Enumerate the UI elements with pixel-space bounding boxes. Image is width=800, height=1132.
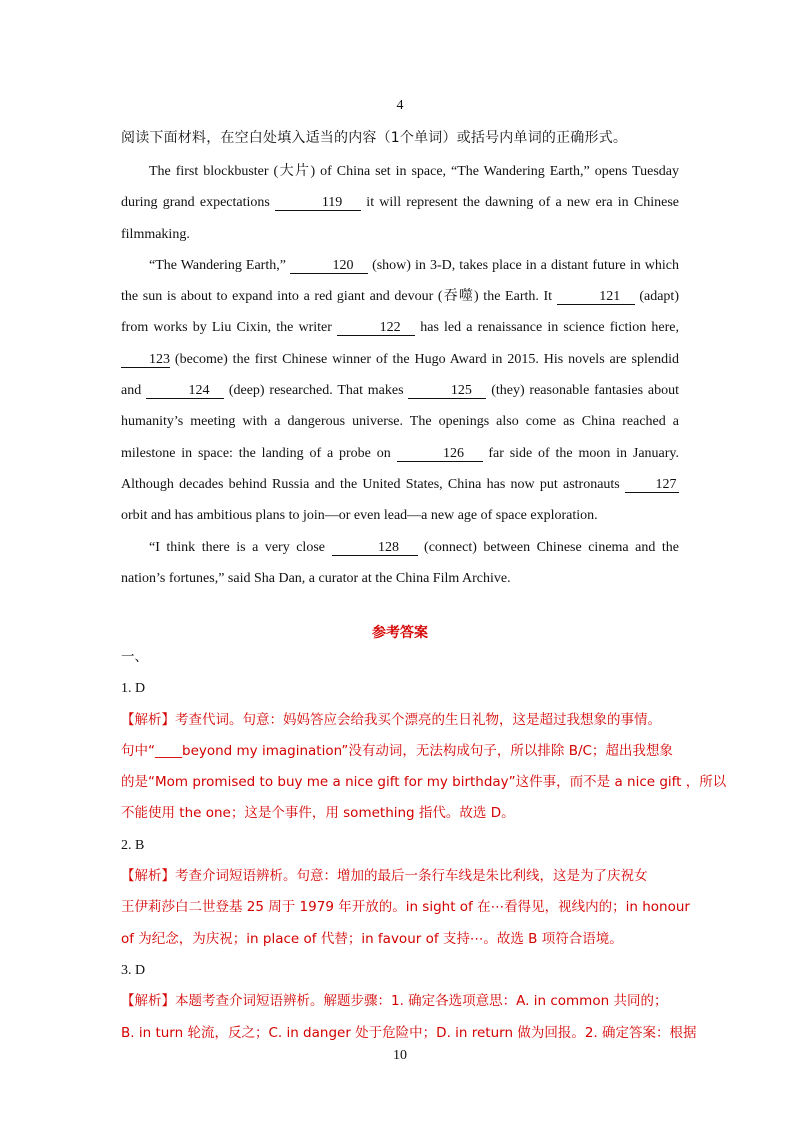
passage-text: it will represent the dawning of a new era in Chinese filmmaking. bbox=[121, 195, 679, 242]
blank-125: 125 bbox=[408, 383, 486, 399]
blank-121: 121 bbox=[557, 289, 635, 305]
passage-text: (deep) researched. That makes bbox=[224, 383, 409, 399]
answer-3: 3. D bbox=[121, 962, 146, 978]
blank-126: 126 bbox=[397, 446, 483, 462]
reading-passage bbox=[121, 156, 679, 594]
answer-2-explanation-line: 王伊莉莎白二世登基 25 周于 1979 年开放的。in sight of 在⋯看得见，视线内的；in honour bbox=[121, 899, 690, 916]
instruction-text: 阅读下面材料，在空白处填入适当的内容（1个单词）或括号内单词的正确形式。 bbox=[121, 130, 628, 146]
blank-124: 124 bbox=[146, 383, 224, 399]
passage-text: The first blockbuster (大片) of China set in space, “The Wandering Earth,” opens Tuesday during grand expectations bbox=[121, 164, 679, 211]
blank-120: 120 bbox=[290, 258, 368, 274]
answer-key-title: 参考答案 bbox=[372, 625, 428, 641]
passage-text: (adapt) from works by Liu Cixin, the writer bbox=[121, 289, 679, 336]
answer-1-explanation-line: 不能使用 the one；这是个事件，用 something 指代。故选 D。 bbox=[121, 805, 515, 822]
section-number: 4 bbox=[396, 98, 404, 113]
answer-section-label: 一、 bbox=[121, 649, 148, 665]
passage-text: has led a renaissance in science fiction here, bbox=[415, 320, 679, 336]
passage-paragraph-2 bbox=[121, 250, 679, 532]
passage-paragraph-1 bbox=[121, 156, 679, 250]
passage-text: “I think there is a very close bbox=[149, 539, 332, 555]
answer-key bbox=[121, 642, 727, 1049]
passage-text: (connect) between Chinese cinema and the nation’s fortunes,” said Sha Dan, a curator at the China Film Archive. bbox=[121, 539, 680, 586]
answer-1-explanation-line: 句中“____beyond my imagination”没有动词，无法构成句子，所以排除 B/C；超出我想象 bbox=[121, 742, 673, 759]
blank-119: 119 bbox=[275, 195, 361, 211]
blank-128: 128 bbox=[332, 540, 418, 556]
answer-2: 2. B bbox=[121, 837, 145, 853]
passage-text: far side of the moon in January. Although decades behind Russia and the United States, China has now put astronauts bbox=[121, 445, 680, 492]
answer-3-explanation-line: B. in turn 轮流，反之；C. in danger 处于危险中；D. in return 做为回报。2. 确定答案：根据 bbox=[121, 1024, 697, 1041]
passage-text: (become) the first Chinese winner of the Hugo Award in 2015. His novels are splendid and bbox=[121, 351, 679, 399]
blank-122: 122 bbox=[337, 320, 415, 336]
answer-2-explanation-line: 【解析】考查介词短语辨析。句意：增加的最后一条行车线是朱比利线，这是为了庆祝女 bbox=[121, 868, 648, 885]
passage-text: (they) reasonable fantasies about humanity’s meeting with a dangerous universe. The openings also come as China reached a milestone in space: the landing of a probe on bbox=[121, 383, 679, 461]
blank-123: 123 bbox=[121, 352, 170, 368]
answer-1: 1. D bbox=[121, 681, 146, 697]
answer-1-explanation-line: 【解析】考查代词。句意：妈妈答应会给我买个漂亮的生日礼物，这是超过我想象的事情。 bbox=[121, 711, 661, 728]
passage-paragraph-3 bbox=[121, 532, 679, 595]
answer-3-explanation-line: 【解析】本题考查介词短语辨析。解题步骤：1. 确定各选项意思：A. in common 共同的； bbox=[121, 993, 668, 1010]
passage-text: orbit and has ambitious plans to join—or even lead—a new age of space exploration. bbox=[121, 508, 598, 524]
passage-text: “The Wandering Earth,” bbox=[149, 257, 291, 273]
page-number: 10 bbox=[393, 1048, 407, 1063]
blank-127: 127 bbox=[625, 477, 679, 493]
passage-text: (show) in 3-D, takes place in a distant future in which the sun is about to expand into a red giant and devour (吞噬) the Earth. It bbox=[121, 257, 679, 305]
answer-1-explanation-line: 的是“Mom promised to buy me a nice gift for my birthday”这件事，而不是 a nice gift ，所以 bbox=[121, 774, 727, 791]
answer-2-explanation-line: of 为纪念，为庆祝；in place of 代替；in favour of 支持⋯。故选 B 项符合语境。 bbox=[121, 930, 623, 947]
